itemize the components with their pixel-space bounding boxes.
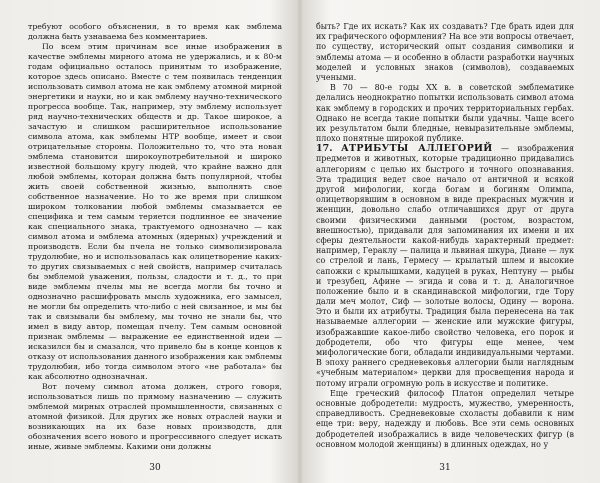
right-paragraph-1: быть? Где их искать? Как их создавать? Где брать идеи для их графического оформления? На все эти вопросы отвечает, по существу, исторический опыт создания символики и эмблемы атома — и особенно в области разработки научных моделей и условных знаков (символов), создаваемых учеными. <box>316 22 574 82</box>
section-body: — изображения предметов и животных, которые традиционно придавались аллегориям с целью их быстрого и точного опознавания. Эта традиция ведет свое начало от античной и всякой другой мифологии, когда богам и богиням Олимпа, олицетворявшим в основном в виде прекрасных мужчин и женщин, довольно слабо отличавшихся друг от друга своими физическими данными (ростом, возрастом, внешностью), придавали для запоминания их имени и их сферы деятельности какой-нибудь характерный предмет: например, Гераклу — палица и львиная шкура, Диане — лук со стрелой и лань, Гермесу — крылатый шлем и высокие сапожки с крылышками, кадуцей в руках, Нептуну — рыбы и трезубец, Афине — эгида и сова и т. д. Аналогичное положение было и в скандинавской мифологии, где Тору дали меч молот, Сиф — золотые волосы, Одину — ворона. Это и были их атрибуты. Традиция была перенесена на так называемые аллегории — женские или мужские фигуры, изображавшие какое-либо свойство человека, его порок и добродетели, обо что фигуры еще менее, чем мифологические боги, обладали индивидуальными чертами. В эпоху раннего средневековья аллегории были наглядным «учебным материалом» церкви для просвещения народа и потому играли огромную роль в искусстве и политике. <box>316 144 574 388</box>
left-page <box>28 22 282 473</box>
right-paragraph-2: В 70 — 80-е годы XX в. в советской эмблематике делались неоднократно попытки использовать символ атома как эмблему в городских и прочих территориальных гербах. Однако не всегда такие попытки были удачны. Чаще всего их результатом были бледные, невыразительные эмблемы, плохо понятные широкой публике. <box>316 83 574 144</box>
section-title: АТРИБУТЫ АЛЛЕГОРИЙ <box>340 143 493 155</box>
left-paragraph-3: Вот почему символ атома должен, строго говоря, использоваться лишь по прямому назначению — служить эмблемой мирных отраслей промышленности, связанных с атомной физикой. Для других же новых отраслей науки и возникающих на их базе новых производств, для обозначения всего нового и прогрессивного следует искать иные, живые эмблемы. Какими они должны <box>28 382 282 451</box>
section-number: 17. <box>316 143 333 155</box>
right-page-number: 31 <box>439 462 451 473</box>
right-paragraph-4: Еще греческий философ Платон определил четыре основные добродетели: мудрость, мужество, умеренность, справедливость. Средневековые схоласты добавили к ним еще три: веру, надежду и любовь. Все эти семь основных добродетелей изображались в виде человеческих фигур (в основном молодой женщины) в длинных одеждах, но у <box>316 388 574 449</box>
right-page <box>316 22 574 473</box>
section-paragraph <box>316 144 574 389</box>
left-paragraph-1: требуют особого объяснения, в то время как эмблема должна быть узнаваема без комментариев. <box>28 22 282 41</box>
left-page-number: 30 <box>149 463 161 473</box>
left-paragraph-2: По всем этим причинам все иные изображения в качестве эмблемы мирного атома не удержались, и к 80-м годам официально осталось принятым то изображение, которое здесь описано. Вместе с тем появилась тенденция использовать символ атома не как эмблему атомной мирной энергетики и науки, но и как эмблему научно-технического прогресса вообще. Так, например, эту эмблему использует ряд научно-технических обществ и др. Такое широкое, а зачастую и слишком расширительное использование символа атома, как эмблемы НТР вообще, имеет и свои отрицательные стороны. Положительно то, что эта новая эмблема становится широкоупотребительной и широко известной большому кругу людей, что крайне важно для любой эмблемы, которая должна быть популярной, чтобы жить своей собственной жизнью, выполнять свое собственное назначение. Но то же время при слишком широком толковании любой эмблемы смазывается ее специфика и тем самым теряется подлинное ее значение как специального знака, трактуемого однозначно — как символ атома и эмблема атомных (ядерных) учреждений и производств. Если бы пчела не только символизировала трудолюбие, но и использовалась как олицетворение каких-то других связываемых с ней свойств, например считалась бы эмблемой уважения, пользы, сладости и т. д., то при виде эмблемы пчелы мы не всегда могли бы точно и однозначно расшифровать мысль художника, его замысел, не могли бы определить что-либо с ней связанное, и мы бы так и связывали бы эмблему, мы точно не знали бы, что имел в виду автор, помещая пчелу. Тем самым основной признак эмблемы — выражение ее единственной идеи — исказился бы и смазался, что привело бы в конце концов к отказу от использования данного изображения как эмблемы трудолюбия, ибо тогда символом этого «не работала» бы как абсолютно однозначная. <box>28 42 282 381</box>
